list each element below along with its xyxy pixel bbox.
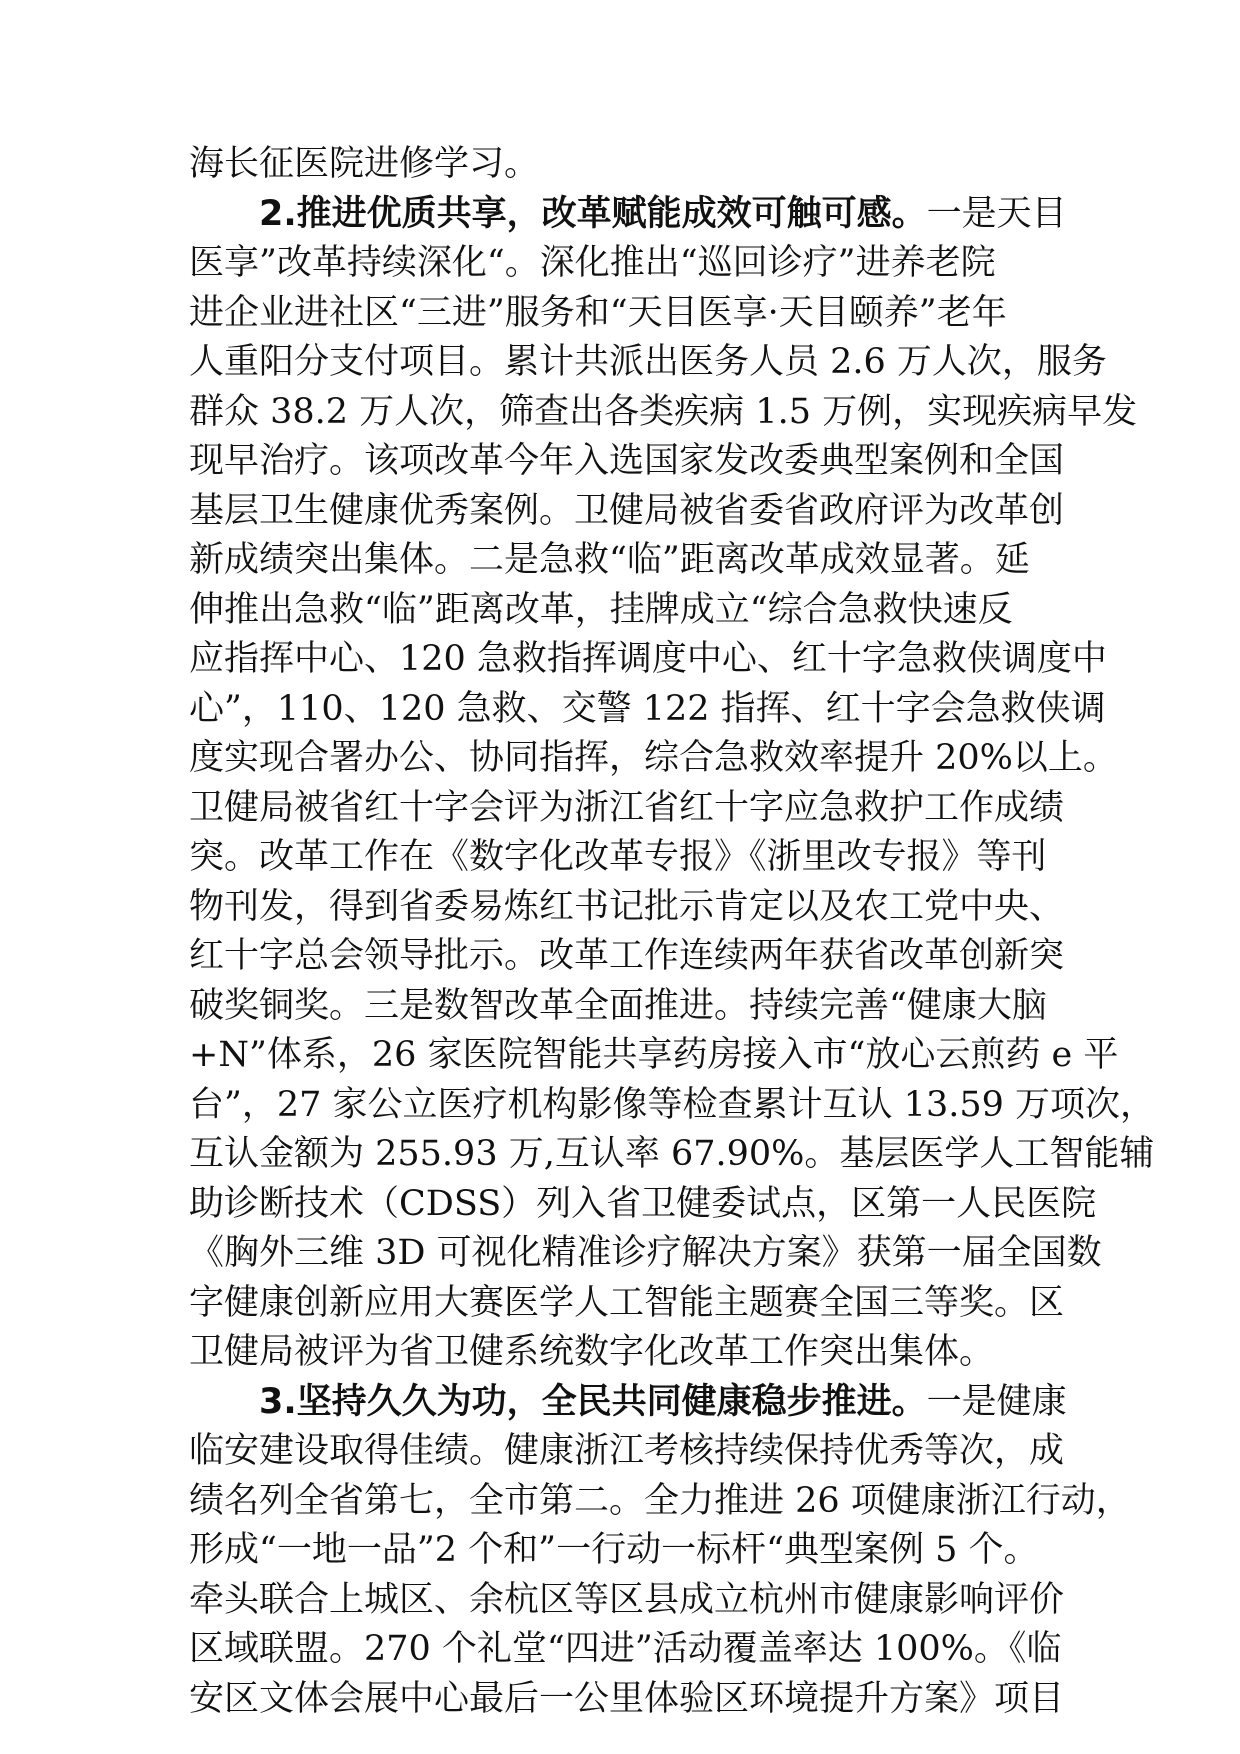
text-line bbox=[189, 1328, 1059, 1378]
body-text: 物刊发，得到省委易炼红书记批示肯定以及农工党中央、 bbox=[189, 886, 1065, 927]
body-text: 群众 38.2 万人次，筛查出各类疾病 1.5 万例，实现疾病早发 bbox=[189, 391, 1138, 432]
text-line bbox=[189, 833, 1059, 883]
body-text: 台”，27 家公立医疗机构影像等检查累计互认 13.59 万项次， bbox=[189, 1084, 1156, 1125]
text-line bbox=[189, 635, 1107, 685]
text-line bbox=[189, 1675, 1065, 1725]
body-text: 字健康创新应用大赛医学人工智能主题赛全国三等奖。区 bbox=[189, 1282, 1065, 1323]
body-text: 应指挥中心、120 急救指挥调度中心、红十字急救侠调度中 bbox=[189, 639, 1107, 679]
text-line bbox=[189, 1130, 1155, 1180]
text-line bbox=[189, 685, 1106, 735]
body-text: 一是天目 bbox=[926, 193, 1067, 234]
text-line bbox=[189, 586, 1059, 636]
heading-text: 2.推进优质共享，改革赋能成效可触可感。 bbox=[259, 193, 927, 234]
body-text: 伸推出急救“临”距离改革，挂牌成立“综合急救快速反 bbox=[189, 589, 1013, 630]
text-line bbox=[189, 734, 1118, 784]
text-line bbox=[189, 1477, 1131, 1527]
text-line bbox=[189, 289, 1059, 339]
body-text: 临安建设取得佳绩。健康浙江考核持续保持优秀等次，成 bbox=[189, 1431, 1065, 1471]
text-line bbox=[189, 1031, 1119, 1081]
text-line bbox=[189, 388, 1138, 438]
body-text: 安区文体会展中心最后一公里体验区环境提升方案》项目 bbox=[189, 1678, 1065, 1719]
body-text: 红十字总会领导批示。改革工作连续两年获省改革创新突 bbox=[189, 936, 1065, 976]
section-heading-line bbox=[189, 1378, 1067, 1428]
text-line bbox=[189, 239, 1059, 289]
heading-text: 3.坚持久久为功，全民共同健康稳步推进。 bbox=[259, 1381, 927, 1422]
body-text: 现早治疗。该项改革今年入选国家发改委典型案例和全国 bbox=[189, 441, 1065, 481]
document-body bbox=[189, 140, 1156, 1724]
body-text: 人重阳分支付项目。累计共派出医务人员 2.6 万人次，服务 bbox=[189, 342, 1107, 382]
body-text: 进企业进社区“三进”服务和“天目医享·天目颐养”老年 bbox=[189, 292, 1007, 333]
body-text: 海长征医院进修学习。 bbox=[189, 144, 540, 184]
text-line bbox=[189, 1427, 1065, 1477]
body-text: 医享”改革持续深化“。深化推出“巡回诊疗”进养老院 bbox=[189, 243, 996, 283]
text-line bbox=[189, 1229, 1102, 1279]
body-text: 卫健局被省红十字会评为浙江省红十字应急救护工作成绩 bbox=[189, 787, 1065, 828]
text-line bbox=[189, 536, 1059, 586]
text-line bbox=[189, 1081, 1156, 1131]
body-text: 区域联盟。270 个礼堂“四进”活动覆盖率达 100%。《临 bbox=[189, 1629, 1062, 1669]
body-text: 卫健局被评为省卫健系统数字化改革工作突出集体。 bbox=[189, 1332, 995, 1372]
text-line bbox=[189, 338, 1107, 388]
body-text: 破奖铜奖。三是数智改革全面推进。持续完善“健康大脑 bbox=[189, 985, 1047, 1026]
section-heading-line bbox=[189, 190, 1067, 240]
body-text: 绩名列全省第七，全市第二。全力推进 26 项健康浙江行动， bbox=[189, 1480, 1131, 1521]
body-text: 突。改革工作在《数字化改革专报》《浙里改专报》等刊 bbox=[189, 837, 1047, 877]
body-text: 助诊断技术（CDSS）列入省卫健委试点，区第一人民医院 bbox=[189, 1183, 1097, 1224]
text-line bbox=[189, 487, 1065, 537]
text-line bbox=[189, 784, 1065, 834]
text-line bbox=[189, 1279, 1065, 1329]
body-text: 心”，110、120 急救、交警 122 指挥、红十字会急救侠调 bbox=[189, 688, 1106, 729]
body-text: 新成绩突出集体。二是急救“临”距离改革成效显著。延 bbox=[189, 540, 1030, 580]
body-text: 一是健康 bbox=[926, 1381, 1067, 1422]
body-text: 牵头联合上城区、余杭区等区县成立杭州市健康影响评价 bbox=[189, 1579, 1065, 1620]
text-line bbox=[189, 883, 1065, 933]
body-text: 互认金额为 255.93 万,互认率 67.90%。基层医学人工智能辅 bbox=[189, 1134, 1155, 1174]
text-line bbox=[189, 932, 1065, 982]
text-line bbox=[189, 1526, 1059, 1576]
body-text: +N”体系，26 家医院智能共享药房接入市“放心云煎药 e 平 bbox=[189, 1035, 1119, 1075]
body-text: 形成“一地一品”2 个和”一行动一标杆“典型案例 5 个。 bbox=[189, 1530, 1039, 1570]
text-line bbox=[189, 140, 1059, 190]
text-line bbox=[189, 982, 1059, 1032]
body-text: 度实现合署办公、协同指挥，综合急救效率提升 20%以上。 bbox=[189, 738, 1118, 778]
body-text: 基层卫生健康优秀案例。卫健局被省委省政府评为改革创 bbox=[189, 490, 1065, 531]
text-line bbox=[189, 1576, 1065, 1626]
body-text: 《胸外三维 3D 可视化精准诊疗解决方案》获第一届全国数 bbox=[189, 1233, 1102, 1273]
text-line bbox=[189, 1625, 1062, 1675]
text-line bbox=[189, 1180, 1097, 1230]
text-line bbox=[189, 437, 1065, 487]
